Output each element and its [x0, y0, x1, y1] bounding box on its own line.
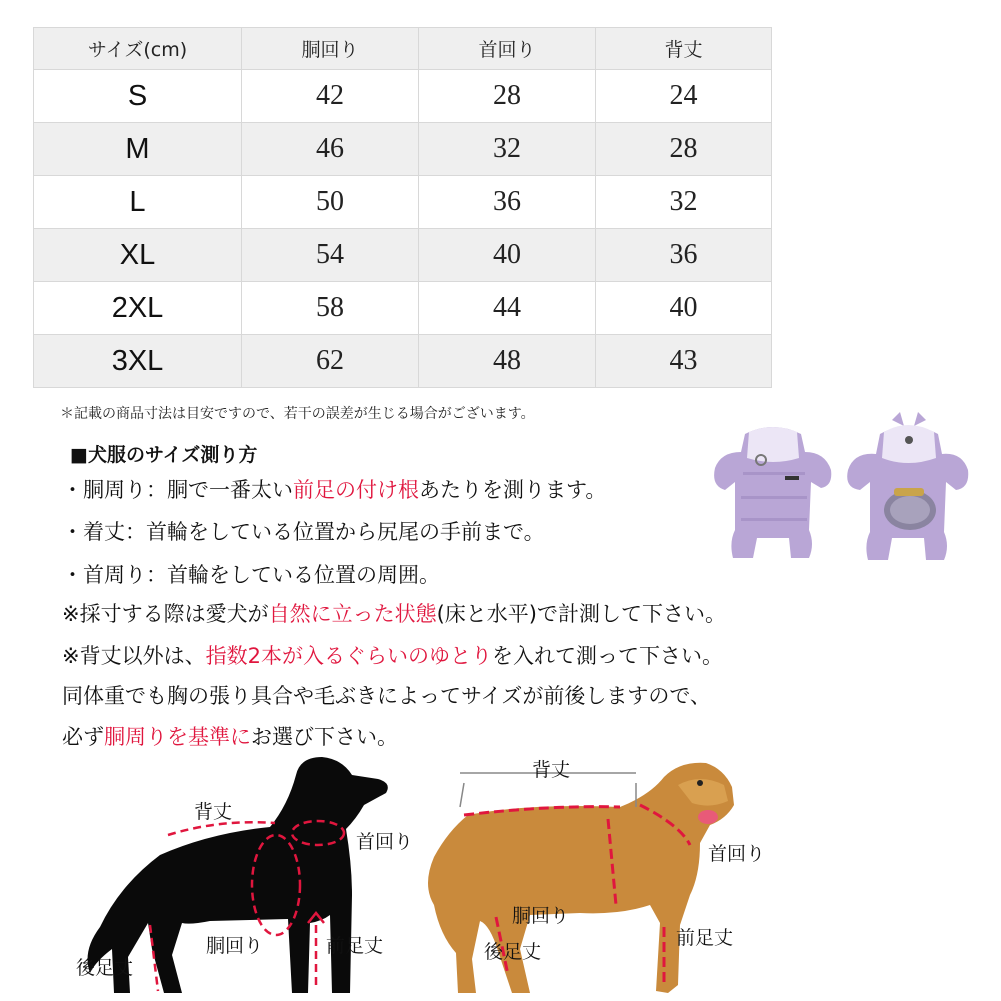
label-front-leg: 前足丈: [326, 935, 384, 957]
header-neck: 首回り: [419, 28, 596, 70]
label-chest: 胴回り: [206, 935, 264, 957]
header-chest: 胴回り: [242, 28, 419, 70]
neck-cell: 40: [419, 229, 596, 282]
size-cell: 3XL: [34, 335, 242, 388]
chest-cell: 54: [242, 229, 419, 282]
guide-text: を入れて測って下さい。: [491, 644, 723, 668]
size-table: [33, 27, 772, 388]
table-row: [34, 282, 772, 335]
header-size: サイズ(cm): [34, 28, 242, 70]
chest-cell: 46: [242, 123, 419, 176]
guide-text: お選び下さい。: [251, 725, 398, 749]
guide-text: ※背丈以外は、: [62, 644, 206, 668]
neck-cell: 32: [419, 123, 596, 176]
back-cell: 43: [596, 335, 772, 388]
measurement-diagram: [60, 745, 780, 1001]
size-cell: 2XL: [34, 282, 242, 335]
label-chest: 胴回り: [512, 905, 570, 927]
guide-highlight: 自然に立った状態: [268, 602, 437, 626]
label-neck: 首回り: [708, 843, 766, 865]
guide-text: ※採寸する際は愛犬が: [62, 602, 269, 626]
guide-text: あたりを測ります。: [419, 478, 607, 502]
header-back: 背丈: [596, 28, 772, 70]
guide-highlight: 指数2本が入るぐらいのゆとり: [205, 644, 492, 668]
guide-heading: ■犬服のサイズ測り方: [70, 444, 258, 466]
back-cell: 36: [596, 229, 772, 282]
table-row: [34, 335, 772, 388]
size-cell: M: [34, 123, 242, 176]
guide-weight-line: 同体重でも胸の張り具合や毛ぶきによってサイズが前後しますので、: [62, 684, 711, 708]
back-cell: 32: [596, 176, 772, 229]
label-hind-leg: 後足丈: [76, 957, 134, 979]
size-cell: L: [34, 176, 242, 229]
jumpsuit-front-image: [705, 412, 840, 562]
size-cell: S: [34, 70, 242, 123]
back-cell: 40: [596, 282, 772, 335]
guide-fingers-line: [62, 640, 723, 670]
size-cell: XL: [34, 229, 242, 282]
table-row: [34, 229, 772, 282]
table-header-row: [34, 28, 772, 70]
table-row: [34, 70, 772, 123]
chest-cell: 42: [242, 70, 419, 123]
label-front-leg: 前足丈: [676, 927, 734, 949]
neck-cell: 36: [419, 176, 596, 229]
guide-highlight: 前足の付け根: [293, 478, 419, 502]
label-neck: 首回り: [356, 831, 414, 853]
jumpsuit-back-image: [838, 410, 978, 564]
dog-illustrations: [60, 745, 780, 1001]
guide-chest-line: [62, 474, 606, 504]
guide-text: 必ず: [62, 725, 104, 749]
table-row: [34, 176, 772, 229]
guide-length-line: ・着丈：首輪をしている位置から尻尾の手前まで。: [62, 520, 545, 544]
chest-cell: 62: [242, 335, 419, 388]
guide-text: (床と水平)で計測して下さい。: [436, 602, 726, 626]
table-row: [34, 123, 772, 176]
guide-neck-line: ・首周り：首輪をしている位置の周囲。: [62, 563, 440, 587]
guide-stand-line: [62, 598, 726, 628]
neck-cell: 28: [419, 70, 596, 123]
back-cell: 28: [596, 123, 772, 176]
label-back-length: 背丈: [194, 801, 233, 823]
label-hind-leg: 後足丈: [484, 941, 542, 963]
disclaimer-note: ＊記載の商品寸法は目安ですので、若干の誤差が生じる場合がございます。: [60, 406, 535, 422]
label-back-length: 背丈: [532, 759, 571, 781]
back-cell: 24: [596, 70, 772, 123]
neck-cell: 44: [419, 282, 596, 335]
chest-cell: 58: [242, 282, 419, 335]
guide-text: ・胴周り：胴で一番太い: [62, 478, 293, 502]
chest-cell: 50: [242, 176, 419, 229]
neck-cell: 48: [419, 335, 596, 388]
guide-highlight: 胴周りを基準に: [104, 725, 251, 749]
